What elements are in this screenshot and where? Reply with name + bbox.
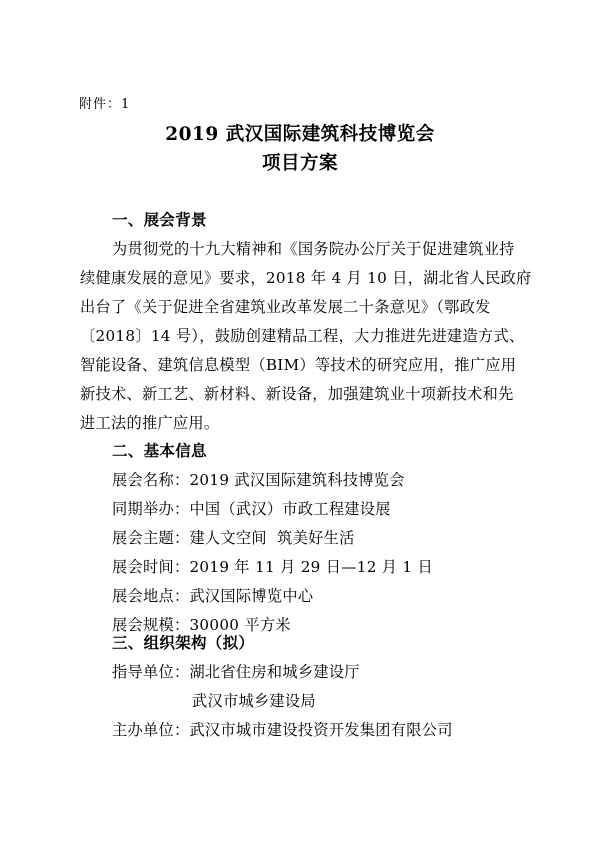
info-value: 2019 武汉国际建筑科技博览会	[189, 471, 405, 489]
paragraph-line: 出台了《关于促进全省建筑业改革发展二十条意见》（鄂政发	[80, 298, 491, 316]
section-heading-background: 一、展会背景	[112, 211, 207, 229]
info-label: 同期举办：	[112, 500, 190, 518]
info-row-venue	[112, 586, 313, 606]
info-label: 展会地点：	[112, 587, 190, 605]
info-value: 武汉国际博览中心	[189, 587, 314, 605]
org-row-guide	[112, 662, 360, 682]
paragraph-line: 〔2018〕14 号），鼓励创建精品工程，大力推进先进建造方式、	[80, 327, 525, 345]
section-heading-basic-info: 二、基本信息	[112, 442, 207, 460]
info-row-exhibition-name	[112, 470, 405, 490]
info-label: 展会主题：	[112, 529, 190, 547]
paragraph-line: 进工法的推广应用。	[80, 414, 220, 432]
info-value: 2019 年 11 月 29 日—12 月 1 日	[189, 558, 433, 576]
info-row-concurrent	[112, 499, 391, 519]
info-value: 30000 平方米	[189, 616, 291, 634]
document-title: 2019 武汉国际建筑科技博览会	[165, 124, 435, 145]
info-label: 展会名称：	[112, 471, 190, 489]
info-label: 展会时间：	[112, 558, 190, 576]
info-row-time	[112, 557, 433, 577]
org-value: 湖北省住房和城乡建设厅	[189, 663, 360, 681]
section-heading-organization: 三、组织架构（拟）	[112, 634, 255, 652]
info-row-theme	[112, 528, 355, 548]
org-value: 武汉市城市建设投资开发集团有限公司	[189, 721, 453, 739]
info-value: 中国（武汉）市政工程建设展	[189, 500, 391, 518]
org-row-host	[112, 720, 453, 740]
attachment-label: 附件：1	[79, 97, 131, 112]
org-label: 指导单位：	[112, 663, 190, 681]
paragraph-line: 智能设备、建筑信息模型（BIM）等技术的研究应用，推广应用	[80, 356, 517, 374]
paragraph-line: 续健康发展的意见》要求，2018 年 4 月 10 日，湖北省人民政府	[80, 269, 532, 287]
org-value-continued: 武汉市城乡建设局	[192, 692, 316, 710]
org-label: 主办单位：	[112, 721, 190, 739]
info-label: 展会规模：	[112, 616, 190, 634]
document-subtitle: 项目方案	[261, 153, 338, 174]
info-row-scale	[112, 615, 291, 635]
info-value: 建人文空间 筑美好生活	[189, 529, 355, 547]
paragraph-line: 为贯彻党的十九大精神和《国务院办公厅关于促进建筑业持	[112, 240, 515, 258]
paragraph-line: 新技术、新工艺、新材料、新设备，加强建筑业十项新技术和先	[80, 385, 514, 403]
